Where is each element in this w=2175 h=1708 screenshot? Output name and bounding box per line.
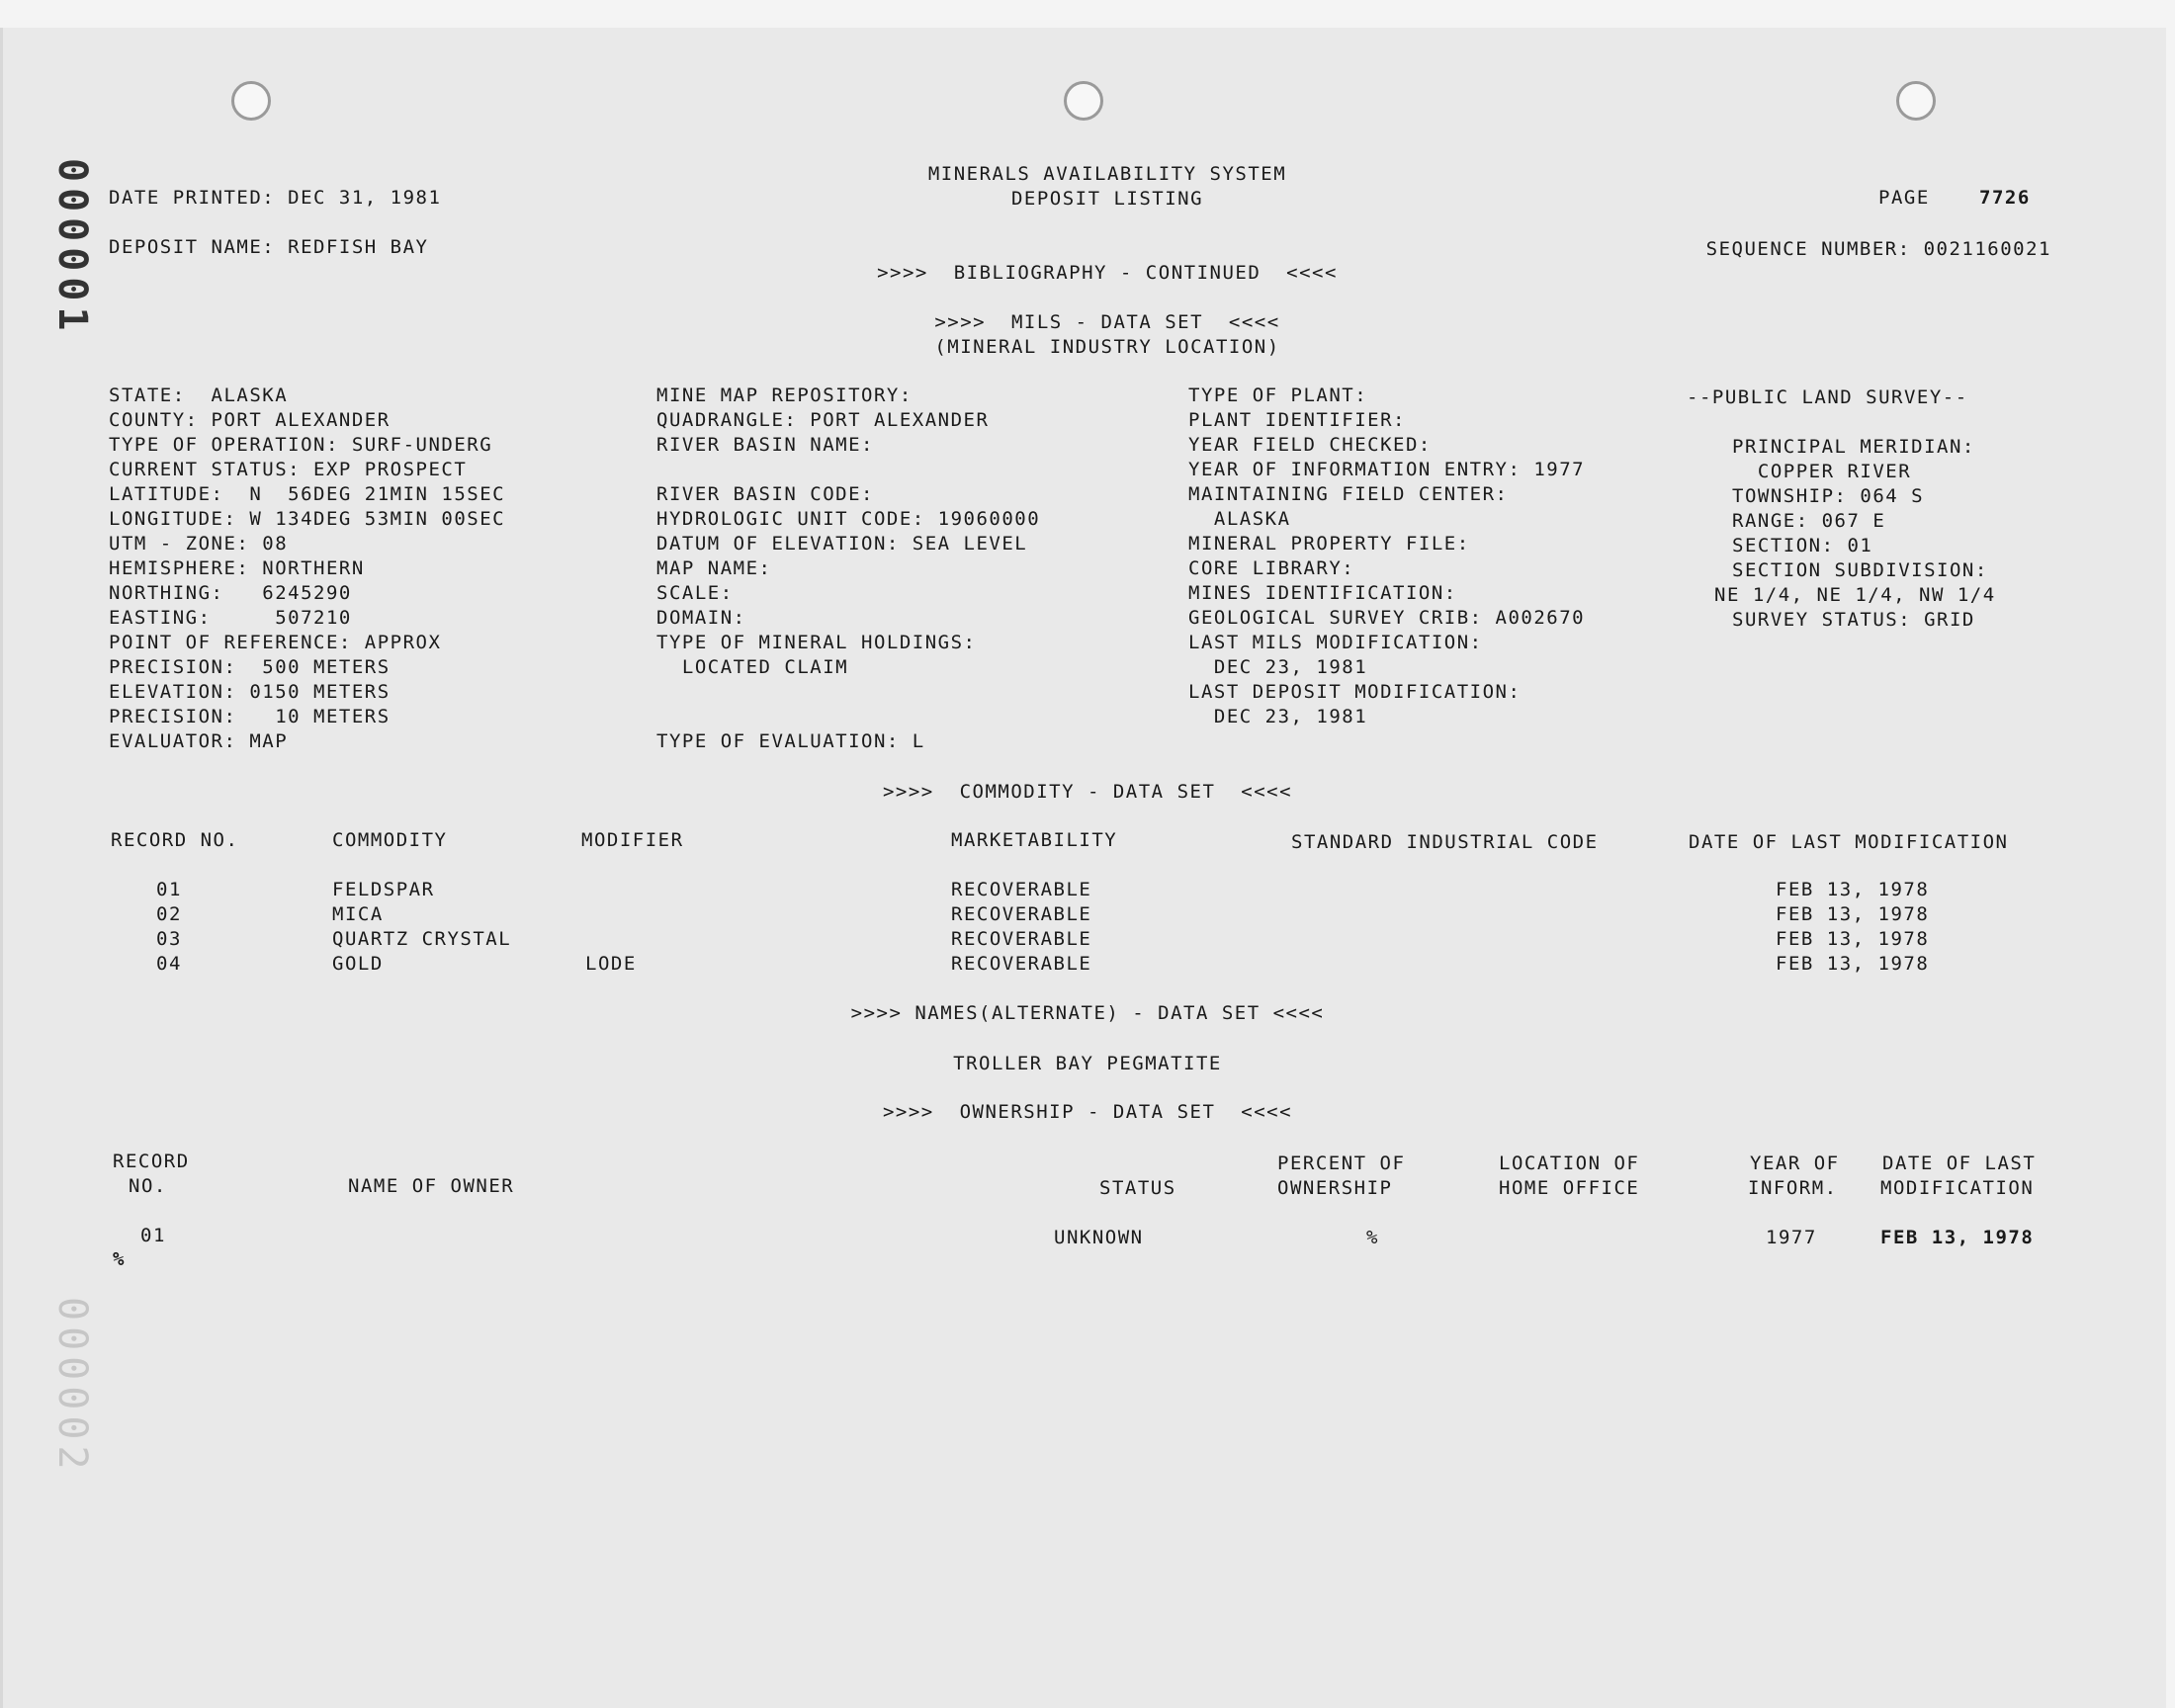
ownership-header: MODIFICATION bbox=[1880, 1177, 2035, 1199]
mils-field: COPPER RIVER bbox=[1732, 461, 1912, 482]
ownership-header: NAME OF OWNER bbox=[348, 1175, 515, 1197]
marketability: RECOVERABLE bbox=[951, 903, 1092, 925]
date-printed: DATE PRINTED: DEC 31, 1981 bbox=[109, 187, 442, 209]
ownership-header: PERCENT OF bbox=[1277, 1153, 1406, 1174]
punch-hole-right bbox=[1896, 81, 1936, 121]
record-no: 02 bbox=[156, 903, 182, 925]
punch-hole-left bbox=[231, 81, 271, 121]
alternate-name: TROLLER BAY PEGMATITE bbox=[953, 1053, 1222, 1074]
punch-hole-center bbox=[1064, 81, 1103, 121]
mils-field: TYPE OF MINERAL HOLDINGS: bbox=[656, 632, 977, 653]
mils-field: LATITUDE: N 56DEG 21MIN 15SEC bbox=[109, 483, 506, 505]
mils-field: PRECISION: 10 METERS bbox=[109, 706, 391, 727]
mils-field: MINES IDENTIFICATION: bbox=[1188, 582, 1457, 604]
mils-field: EVALUATOR: MAP bbox=[109, 730, 289, 752]
margin-stamp-top: 000001 bbox=[49, 158, 95, 337]
last-modified: FEB 13, 1978 bbox=[1776, 928, 1930, 950]
commodity-header: MARKETABILITY bbox=[951, 829, 1118, 851]
mils-field: QUADRANGLE: PORT ALEXANDER bbox=[656, 409, 990, 431]
last-modified: FEB 13, 1978 bbox=[1776, 903, 1930, 925]
marketability: RECOVERABLE bbox=[951, 879, 1092, 900]
mils-field: STATE: ALASKA bbox=[109, 384, 289, 406]
owner-status: UNKNOWN bbox=[1054, 1227, 1144, 1248]
mils-field: YEAR OF INFORMATION ENTRY: 1977 bbox=[1188, 459, 1586, 480]
mils-field: YEAR FIELD CHECKED: bbox=[1188, 434, 1432, 456]
system-title: MINERALS AVAILABILITY SYSTEM bbox=[927, 163, 1287, 185]
page-number: 7726 bbox=[1979, 187, 2031, 209]
ownership-percent: % bbox=[1366, 1227, 1379, 1248]
mils-field: POINT OF REFERENCE: APPROX bbox=[109, 632, 442, 653]
commodity-header: MODIFIER bbox=[581, 829, 684, 851]
mils-field: RANGE: 067 E bbox=[1732, 510, 1886, 532]
mils-field: LAST MILS MODIFICATION: bbox=[1188, 632, 1483, 653]
deposit-name: DEPOSIT NAME: REDFISH BAY bbox=[109, 236, 429, 258]
mils-subtitle: (MINERAL INDUSTRY LOCATION) bbox=[934, 336, 1280, 358]
trailer-mark: % bbox=[113, 1248, 126, 1270]
mils-field: TYPE OF OPERATION: SURF-UNDERG bbox=[109, 434, 493, 456]
commodity-header: COMMODITY bbox=[332, 829, 448, 851]
mils-title: >>>> MILS - DATA SET <<<< bbox=[934, 311, 1280, 333]
mils-field: TOWNSHIP: 064 S bbox=[1732, 485, 1925, 507]
ownership-header: YEAR OF bbox=[1750, 1153, 1840, 1174]
land-survey-title: --PUBLIC LAND SURVEY-- bbox=[1687, 386, 1968, 408]
mils-field: LAST DEPOSIT MODIFICATION: bbox=[1188, 681, 1522, 703]
bibliography-heading: >>>> BIBLIOGRAPHY - CONTINUED <<<< bbox=[877, 262, 1338, 284]
mils-field: PRINCIPAL MERIDIAN: bbox=[1732, 436, 1975, 458]
commodity-name: QUARTZ CRYSTAL bbox=[332, 928, 512, 950]
mils-field: HEMISPHERE: NORTHERN bbox=[109, 557, 365, 579]
marketability: RECOVERABLE bbox=[951, 928, 1092, 950]
margin-stamp-bottom: 000002 bbox=[49, 1297, 95, 1476]
last-modified: FEB 13, 1978 bbox=[1776, 879, 1930, 900]
mils-field: COUNTY: PORT ALEXANDER bbox=[109, 409, 391, 431]
mils-field: NE 1/4, NE 1/4, NW 1/4 bbox=[1714, 584, 1996, 606]
mils-field: DATUM OF ELEVATION: SEA LEVEL bbox=[656, 533, 1028, 555]
year-inform: 1977 bbox=[1766, 1227, 1817, 1248]
commodity-name: GOLD bbox=[332, 953, 384, 975]
commodity-title: >>>> COMMODITY - DATA SET <<<< bbox=[882, 781, 1293, 803]
sequence-number: SEQUENCE NUMBER: 0021160021 bbox=[1705, 238, 2051, 260]
ownership-header: HOME OFFICE bbox=[1499, 1177, 1640, 1199]
ownership-header: LOCATION OF bbox=[1499, 1153, 1640, 1174]
mils-field: SURVEY STATUS: GRID bbox=[1732, 609, 1975, 631]
commodity-header: RECORD NO. bbox=[111, 829, 239, 851]
mils-field: MAP NAME: bbox=[656, 557, 772, 579]
mils-field: PRECISION: 500 METERS bbox=[109, 656, 391, 678]
record-no: 01 bbox=[156, 879, 182, 900]
mils-field: UTM - ZONE: 08 bbox=[109, 533, 289, 555]
ownership-header: INFORM. bbox=[1748, 1177, 1838, 1199]
mils-field: DEC 23, 1981 bbox=[1188, 706, 1368, 727]
commodity-name: FELDSPAR bbox=[332, 879, 435, 900]
mils-field: CURRENT STATUS: EXP PROSPECT bbox=[109, 459, 468, 480]
modifier: LODE bbox=[585, 953, 637, 975]
mils-field: ALASKA bbox=[1188, 508, 1291, 530]
mils-field: DOMAIN: bbox=[656, 607, 746, 629]
mils-field: TYPE OF EVALUATION: L bbox=[656, 730, 925, 752]
ownership-header: RECORD bbox=[113, 1151, 190, 1172]
commodity-header: STANDARD INDUSTRIAL CODE bbox=[1291, 831, 1599, 853]
mils-field: MAINTAINING FIELD CENTER: bbox=[1188, 483, 1509, 505]
mils-field: TYPE OF PLANT: bbox=[1188, 384, 1368, 406]
mils-field: RIVER BASIN NAME: bbox=[656, 434, 874, 456]
last-modified: FEB 13, 1978 bbox=[1776, 953, 1930, 975]
ownership-header: STATUS bbox=[1099, 1177, 1176, 1199]
mils-field: PLANT IDENTIFIER: bbox=[1188, 409, 1406, 431]
mils-field: HYDROLOGIC UNIT CODE: 19060000 bbox=[656, 508, 1041, 530]
mils-field: NORTHING: 6245290 bbox=[109, 582, 352, 604]
page-label: PAGE bbox=[1878, 187, 1930, 209]
mils-field: RIVER BASIN CODE: bbox=[656, 483, 874, 505]
listing-title: DEPOSIT LISTING bbox=[1010, 188, 1204, 210]
mils-field: SECTION: 01 bbox=[1732, 535, 1873, 556]
ownership-title: >>>> OWNERSHIP - DATA SET <<<< bbox=[882, 1101, 1293, 1123]
commodity-header: DATE OF LAST MODIFICATION bbox=[1689, 831, 2009, 853]
commodity-name: MICA bbox=[332, 903, 384, 925]
record-no: 04 bbox=[156, 953, 182, 975]
mils-field: SECTION SUBDIVISION: bbox=[1732, 559, 1988, 581]
mils-field: MINE MAP REPOSITORY: bbox=[656, 384, 913, 406]
mils-field: EASTING: 507210 bbox=[109, 607, 352, 629]
record-no: 03 bbox=[156, 928, 182, 950]
ownership-header: NO. bbox=[129, 1175, 167, 1197]
mils-field: CORE LIBRARY: bbox=[1188, 557, 1355, 579]
last-modified: FEB 13, 1978 bbox=[1880, 1227, 2035, 1248]
record-no: 01 bbox=[140, 1225, 166, 1246]
names-title: >>>> NAMES(ALTERNATE) - DATA SET <<<< bbox=[850, 1002, 1325, 1024]
mils-field: LOCATED CLAIM bbox=[656, 656, 849, 678]
mils-field: MINERAL PROPERTY FILE: bbox=[1188, 533, 1470, 555]
mils-field: GEOLOGICAL SURVEY CRIB: A002670 bbox=[1188, 607, 1586, 629]
mils-field: DEC 23, 1981 bbox=[1188, 656, 1368, 678]
ownership-header: OWNERSHIP bbox=[1277, 1177, 1393, 1199]
mils-field: ELEVATION: 0150 METERS bbox=[109, 681, 391, 703]
mils-field: LONGITUDE: W 134DEG 53MIN 00SEC bbox=[109, 508, 506, 530]
ownership-header: DATE OF LAST bbox=[1882, 1153, 2037, 1174]
mils-field: SCALE: bbox=[656, 582, 734, 604]
marketability: RECOVERABLE bbox=[951, 953, 1092, 975]
